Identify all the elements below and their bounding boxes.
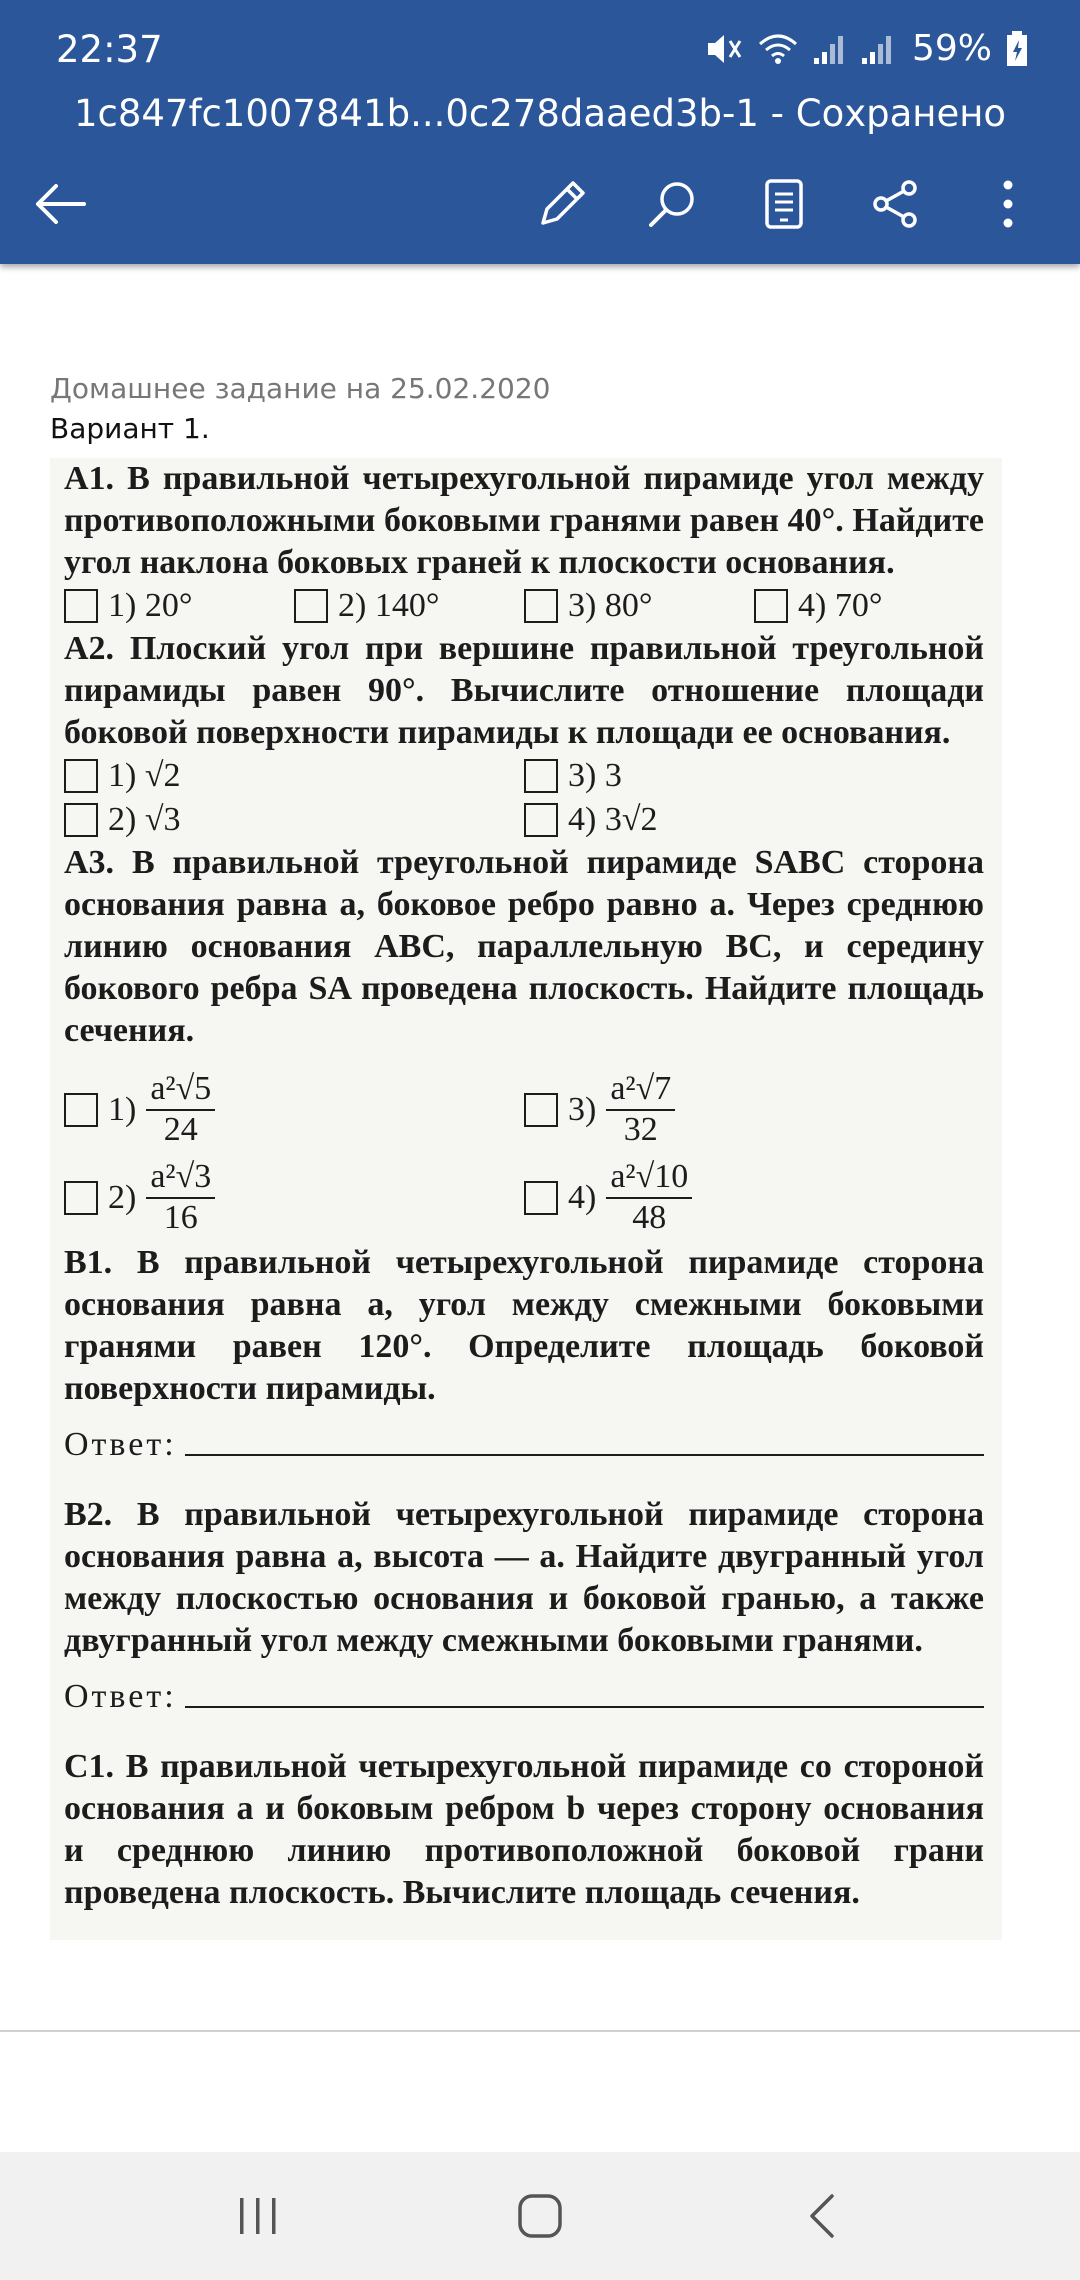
question-text: В правильной четырехугольной пирамиде угол между противоположными боковыми гранями равен 40°. Найдите угол наклона боковых граней к плоскости основания. [64,460,985,581]
question-number: А2. [64,630,115,667]
answer-option[interactable]: 4) 70° [754,585,984,627]
signal-icon [812,32,846,66]
reading-mode-icon [764,178,804,230]
answer-options-a2-row2 [64,798,984,842]
question-a3 [64,842,984,1052]
fraction: $\frac{\text{a²√10}}{48}$ [606,1159,692,1237]
homework-date-line: Домашнее задание на 25.02.2020 [50,372,551,405]
share-button[interactable] [860,168,932,240]
answer-options-a3-row2 [64,1154,984,1242]
answer-option[interactable]: 3) $\frac{\text{a²√7}}{32}$ [524,1071,984,1149]
question-text: Плоский угол при вершине правильной треугольной пирамиды равен 90°. Вычислите отношение площади боковой поверхности пирамиды к площади ее основания. [64,630,985,751]
answer-option[interactable]: 3) 3 [524,755,984,797]
checkbox-icon[interactable] [64,589,98,623]
answer-option[interactable]: 2) 140° [294,585,524,627]
answer-option[interactable]: 2) √3 [64,799,524,841]
share-icon [871,179,921,229]
checkbox-icon[interactable] [524,1181,558,1215]
checkbox-icon[interactable] [64,803,98,837]
fraction: $\frac{\text{a²√3}}{16}$ [146,1159,215,1237]
question-number: В1. [64,1244,113,1281]
checkbox-icon[interactable] [524,759,558,793]
answer-option[interactable]: 4) $\frac{\text{a²√10}}{48}$ [524,1159,984,1237]
answer-options-a1 [64,584,984,628]
answer-label: Ответ: [64,1678,177,1715]
more-options-button[interactable] [972,168,1044,240]
page-end-divider [0,2030,1080,2032]
status-time: 22:37 [56,28,163,71]
answer-line-b1 [64,1410,984,1466]
answer-label: Ответ: [64,1426,177,1463]
back-nav-button[interactable] [782,2182,862,2250]
home-icon [516,2192,564,2240]
mute-icon [704,31,744,67]
variant-label: Вариант 1. [50,412,210,445]
system-navigation-bar [0,2152,1080,2280]
answer-line-b2 [64,1662,984,1718]
back-icon [808,2194,836,2238]
search-icon [647,179,697,229]
edit-button[interactable] [526,168,598,240]
recent-apps-icon [236,2196,280,2236]
question-b1 [64,1242,984,1410]
fraction: $\frac{\text{a²√7}}{32}$ [606,1071,675,1149]
checkbox-icon[interactable] [64,759,98,793]
answer-option[interactable]: 4) 3√2 [524,799,984,841]
question-a2 [64,628,984,754]
answer-options-a2-row1 [64,754,984,798]
pencil-icon [537,179,587,229]
question-number: А1. [64,460,115,497]
fraction: $\frac{\text{a²√5}}{24}$ [146,1071,215,1149]
battery-percent: 59% [911,28,992,69]
answer-options-a3-row1 [64,1066,984,1154]
home-button[interactable] [500,2182,580,2250]
back-button[interactable] [24,168,96,240]
answer-option[interactable]: 1) 20° [64,585,294,627]
question-text: В правильной треугольной пирамиде SABC сторона основания равна a, боковое ребро равно a. Через среднюю линию основания ABC, параллельную BC, и середину бокового ребра SA проведена плоскость. Найдите площадь сечения. [64,844,984,1049]
answer-blank [185,1706,984,1708]
recent-apps-button[interactable] [218,2182,298,2250]
document-title[interactable]: 1c847fc1007841b...0c278daaed3b-1 - Сохранено [73,92,1007,135]
search-button[interactable] [636,168,708,240]
answer-blank [185,1454,984,1456]
question-b2 [64,1494,984,1662]
question-number: С1. [64,1748,115,1785]
checkbox-icon[interactable] [524,1093,558,1127]
checkbox-icon[interactable] [64,1093,98,1127]
wifi-icon [758,32,798,66]
question-text: В правильной четырехугольной пирамиде сторона основания равна a, высота — a. Найдите двугранный угол между плоскостью основания и боковой гранью, а также двугранный угол между смежными боковыми гранями. [64,1496,985,1659]
worksheet-text [64,458,984,1914]
question-number: В2. [64,1496,113,1533]
back-arrow-icon [34,184,86,224]
app-top-bar [0,0,1080,264]
checkbox-icon[interactable] [64,1181,98,1215]
status-icons [704,28,1028,69]
scanned-worksheet-image [50,458,1002,1940]
signal-icon-2 [860,32,894,66]
answer-option[interactable]: 1) $\frac{\text{a²√5}}{24}$ [64,1071,524,1149]
question-number: А3. [64,844,115,881]
answer-option[interactable]: 2) $\frac{\text{a²√3}}{16}$ [64,1159,524,1237]
checkbox-icon[interactable] [524,589,558,623]
question-text: В правильной четырехугольной пирамиде со стороной основания a и боковым ребром b через сторону основания и среднюю линию противоположной боковой грани проведена плоскость. Вычислите площадь сечения. [64,1748,984,1911]
more-options-icon [1000,179,1016,229]
checkbox-icon[interactable] [294,589,328,623]
answer-option[interactable]: 1) √2 [64,755,524,797]
question-a1 [64,458,984,584]
battery-icon [1006,31,1028,67]
checkbox-icon[interactable] [754,589,788,623]
question-c1 [64,1746,984,1914]
reading-mode-button[interactable] [748,168,820,240]
answer-option[interactable]: 3) 80° [524,585,754,627]
checkbox-icon[interactable] [524,803,558,837]
question-text: В правильной четырехугольной пирамиде сторона основания равна a, угол между смежными боковыми гранями равен 120°. Определите площадь боковой поверхности пирамиды. [64,1244,985,1407]
